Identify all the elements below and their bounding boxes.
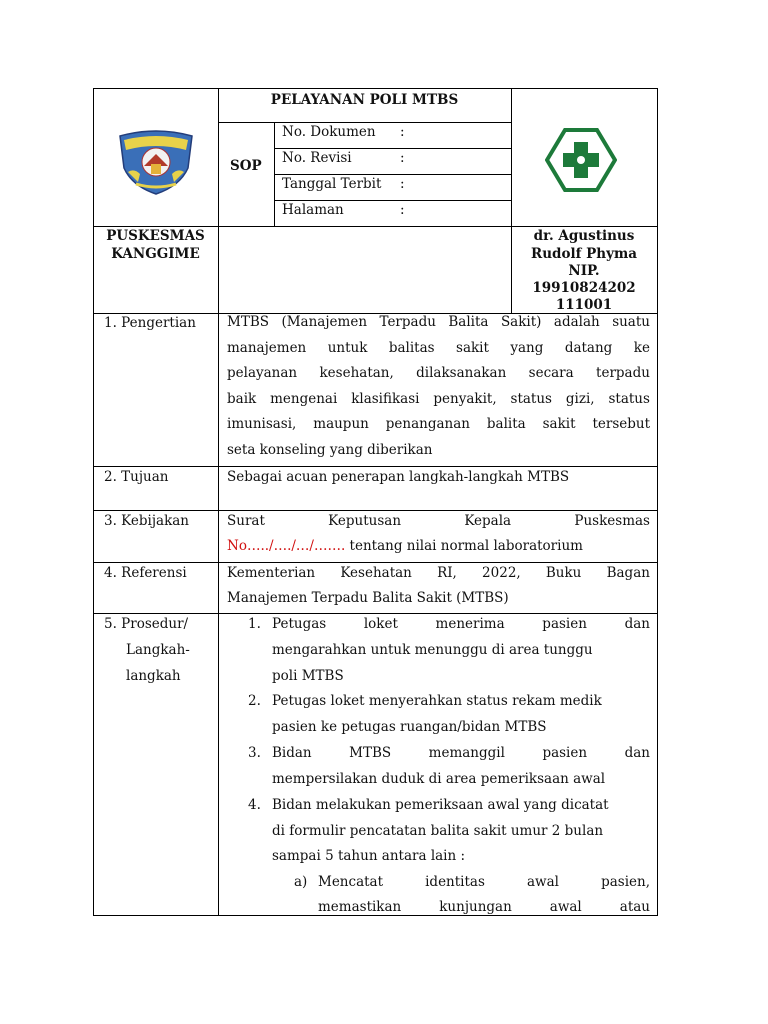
row-rule-2: [93, 510, 658, 511]
substep-a-line-1: [318, 873, 650, 891]
word: adalah: [553, 314, 600, 330]
word: ke: [633, 339, 650, 356]
pengertian-line-6: [227, 438, 650, 464]
word: Bagan: [606, 565, 650, 581]
word: pasien: [542, 616, 587, 632]
row-rule-3: [93, 562, 658, 563]
puskesmas-logo: [114, 128, 198, 196]
kebijakan-rest: tentang nilai normal laboratorium: [349, 538, 583, 554]
row-rule-1: [93, 466, 658, 467]
org-name-line-1: PUSKESMAS: [106, 228, 205, 244]
word: Mencatat: [318, 874, 384, 890]
word: Kementerian: [227, 565, 316, 581]
table-border-right: [657, 88, 658, 916]
section-label-prosedur-3: langkah: [126, 668, 181, 684]
step-1-line-2: mengarahkan untuk menunggu di area tunggu: [272, 642, 593, 658]
word: Kepala: [464, 513, 512, 529]
step-number: 3.: [248, 745, 261, 761]
word: 2022,: [482, 565, 521, 581]
field-sep-no-revisi: :: [400, 150, 405, 166]
step-4-line-2: di formulir pencatatan balita sakit umur 2 bulan: [272, 823, 604, 839]
word: balitas: [388, 339, 435, 356]
word: menerima: [435, 616, 505, 632]
referensi-line-2: Manajemen Terpadu Balita Sakit (MTBS): [227, 590, 509, 606]
signer-line-1: dr. Agustinus: [533, 228, 635, 244]
word: kunjungan: [439, 899, 512, 915]
section-label-referensi: 4. Referensi: [104, 565, 187, 581]
sop-label: SOP: [230, 158, 262, 174]
field-sep-halaman: :: [400, 202, 405, 218]
word: baik: [227, 390, 257, 407]
word: Petugas: [272, 616, 327, 632]
signer-line-2: Rudolf Phyma: [531, 246, 637, 262]
kebijakan-line-2: [227, 537, 583, 555]
step-number: 4.: [248, 797, 261, 813]
word: secara: [528, 365, 574, 382]
signer-line-5: 111001: [555, 297, 613, 313]
word: Balita: [448, 314, 489, 330]
word: manajemen: [227, 339, 307, 356]
word: status: [510, 390, 552, 407]
field-label-halaman: Halaman: [282, 202, 344, 218]
word: klasifikasi: [351, 390, 420, 407]
word: dan: [624, 745, 650, 761]
table-border-top: [93, 88, 658, 89]
field-sep-tanggal-terbit: :: [400, 176, 405, 192]
word: (Manajemen: [281, 314, 368, 330]
kebijakan-line-1: [227, 512, 650, 530]
row-rule-4: [93, 613, 658, 614]
word: datang: [564, 339, 613, 356]
step-2-line-2: pasien ke petugas ruangan/bidan MTBS: [272, 719, 547, 735]
word: sakit: [456, 339, 489, 356]
word: Kesehatan: [340, 565, 412, 581]
field-label-no-dokumen: No. Dokumen: [282, 124, 376, 140]
word: identitas: [425, 874, 485, 890]
word: suatu: [612, 314, 650, 330]
word: tersebut: [592, 416, 650, 433]
word: pelayanan: [227, 365, 298, 382]
word: penanganan: [385, 416, 470, 433]
step-number: 2.: [248, 693, 261, 709]
word: MTBS: [349, 745, 392, 761]
word: balita: [486, 416, 526, 433]
section-label-prosedur-2: Langkah-: [126, 642, 190, 658]
word: pasien: [542, 745, 588, 761]
pengertian-line-1: [227, 310, 650, 336]
word: awal: [527, 874, 559, 890]
word: status: [608, 390, 650, 407]
step-number: 1.: [248, 616, 261, 632]
pengertian-line-3: [227, 361, 650, 387]
word: MTBS: [227, 314, 269, 330]
substep-a-line-2: [318, 898, 650, 916]
field-sep-no-dokumen: :: [400, 124, 405, 140]
word: atau: [619, 899, 650, 915]
word: mengenai: [270, 390, 338, 407]
word: memanggil: [428, 745, 505, 761]
step-3-line-2: mempersilakan duduk di area pemeriksaan awal: [272, 771, 606, 787]
word: dilaksanakan: [416, 365, 507, 382]
word: memastikan: [318, 899, 402, 915]
signer-line-3: NIP.: [568, 263, 600, 279]
section-label-prosedur-1: 5. Prosedur/: [104, 616, 189, 632]
step-3-line-1: [272, 744, 650, 762]
table-border-left: [93, 88, 94, 916]
field-label-tanggal-terbit: Tanggal Terbit: [282, 176, 382, 192]
table-column-divider: [218, 88, 219, 916]
step-1-line-3: poli MTBS: [272, 668, 344, 684]
step-2-line-1: Petugas loket menyerahkan status rekam medik: [272, 693, 602, 709]
signer-line-4: 19910824202: [532, 280, 636, 296]
word: Buku: [545, 565, 582, 581]
section-label-tujuan: 2. Tujuan: [104, 469, 169, 485]
health-cross-logo: [545, 128, 617, 192]
word: gizi,: [565, 390, 595, 407]
pengertian-paragraph: [227, 310, 650, 464]
word: untuk: [327, 339, 368, 356]
word: loket: [363, 616, 398, 632]
word: dan: [624, 616, 650, 632]
word: Bidan: [272, 745, 312, 761]
pengertian-line-5: [227, 412, 650, 438]
word: awal: [549, 899, 582, 915]
referensi-line-1: [227, 564, 650, 582]
word: sakit: [542, 416, 576, 433]
step-1-line-1: [272, 615, 650, 633]
word: kesehatan,: [319, 365, 394, 382]
tujuan-text: Sebagai acuan penerapan langkah-langkah MTBS: [227, 469, 570, 485]
word: seta konseling yang diberikan: [227, 441, 433, 458]
word: Sakit): [500, 314, 542, 330]
word: terpadu: [596, 365, 650, 382]
document-title: PELAYANAN POLI MTBS: [270, 92, 459, 108]
word: penyakit,: [433, 390, 497, 407]
pengertian-line-2: [227, 336, 650, 362]
step-4-line-3: sampai 5 tahun antara lain :: [272, 848, 466, 864]
word: maupun: [313, 416, 369, 433]
word: yang: [510, 339, 544, 356]
pengertian-line-4: [227, 387, 650, 413]
word: Surat: [227, 513, 265, 529]
word: RI,: [437, 565, 457, 581]
decree-number: No…../…./…/…….: [227, 538, 350, 554]
word: pasien,: [601, 874, 650, 890]
section-label-pengertian: 1. Pengertian: [104, 315, 196, 331]
word: Keputusan: [328, 513, 402, 529]
substep-number: a): [294, 874, 308, 890]
word: Puskesmas: [574, 513, 650, 529]
org-name-line-2: KANGGIME: [111, 246, 200, 262]
field-label-no-revisi: No. Revisi: [282, 150, 352, 166]
section-label-kebijakan: 3. Kebijakan: [104, 513, 190, 529]
step-4-line-1: Bidan melakukan pemeriksaan awal yang dicatat: [272, 797, 609, 813]
word: imunisasi,: [227, 416, 297, 433]
word: Terpadu: [379, 314, 436, 330]
